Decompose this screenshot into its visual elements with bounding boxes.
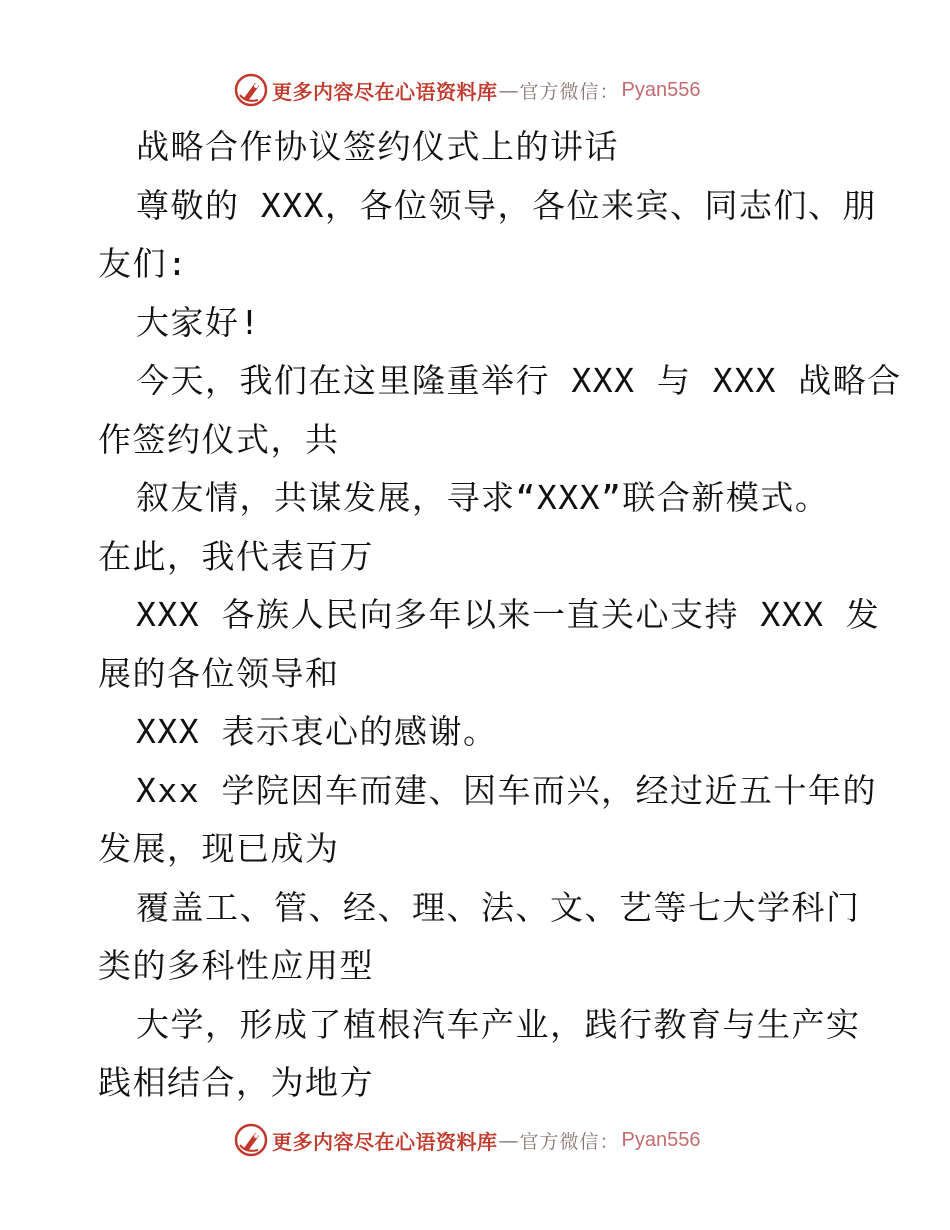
text-line: 发展，现已成为 <box>98 829 340 868</box>
text-line: XXX 表示衷心的感谢。 <box>136 712 498 751</box>
text-line: 覆盖工、管、经、理、法、文、艺等七大学科门 <box>136 887 861 927</box>
header-watermark-banner <box>234 72 700 108</box>
text-line: 在此，我代表百万 <box>98 536 374 576</box>
text-line: 今天，我们在这里隆重举行 XXX 与 XXX 战略合 <box>136 361 902 400</box>
watermark-dash: — <box>498 1128 519 1152</box>
document-title: 战略合作协议签约仪式上的讲话 <box>136 127 619 166</box>
watermark-wechat-id: Pyan556 <box>621 78 701 101</box>
text-line: 大学，形成了植根汽车产业，践行教育与生产实 <box>136 1004 861 1044</box>
text-line: 展的各位领导和 <box>98 653 340 693</box>
pen-nib-logo-icon <box>234 1123 268 1157</box>
watermark-wechat-id: Pyan556 <box>621 1128 701 1151</box>
text-line: 践相结合，为地方 <box>98 1063 374 1102</box>
text-line: 友们: <box>98 244 189 283</box>
watermark-wechat-label: 官方微信： <box>519 80 620 103</box>
watermark-wechat-label: 官方微信： <box>519 1130 620 1153</box>
text-line: XXX 各族人民向多年以来一直关心支持 XXX 发 <box>136 595 881 634</box>
footer-watermark-banner <box>234 1122 700 1158</box>
watermark-dash: — <box>498 78 519 102</box>
pen-nib-logo-icon <box>234 73 268 107</box>
text-line: Xxx 学院因车而建、因车而兴，经过近五十年的 <box>136 770 877 810</box>
watermark-main-text: 更多内容尽在心语资料库 <box>272 79 498 104</box>
text-line: 作签约仪式，共 <box>98 419 340 459</box>
text-line: 尊敬的 XXX，各位领导，各位来宾、同志们、朋 <box>136 185 877 225</box>
text-line: 大家好! <box>136 302 261 342</box>
text-line: 叙友情，共谋发展，寻求“XXX”联合新模式。 <box>136 478 830 517</box>
document-body <box>98 118 902 1113</box>
text-line: 类的多科性应用型 <box>98 946 374 985</box>
watermark-main-text: 更多内容尽在心语资料库 <box>272 1129 498 1154</box>
